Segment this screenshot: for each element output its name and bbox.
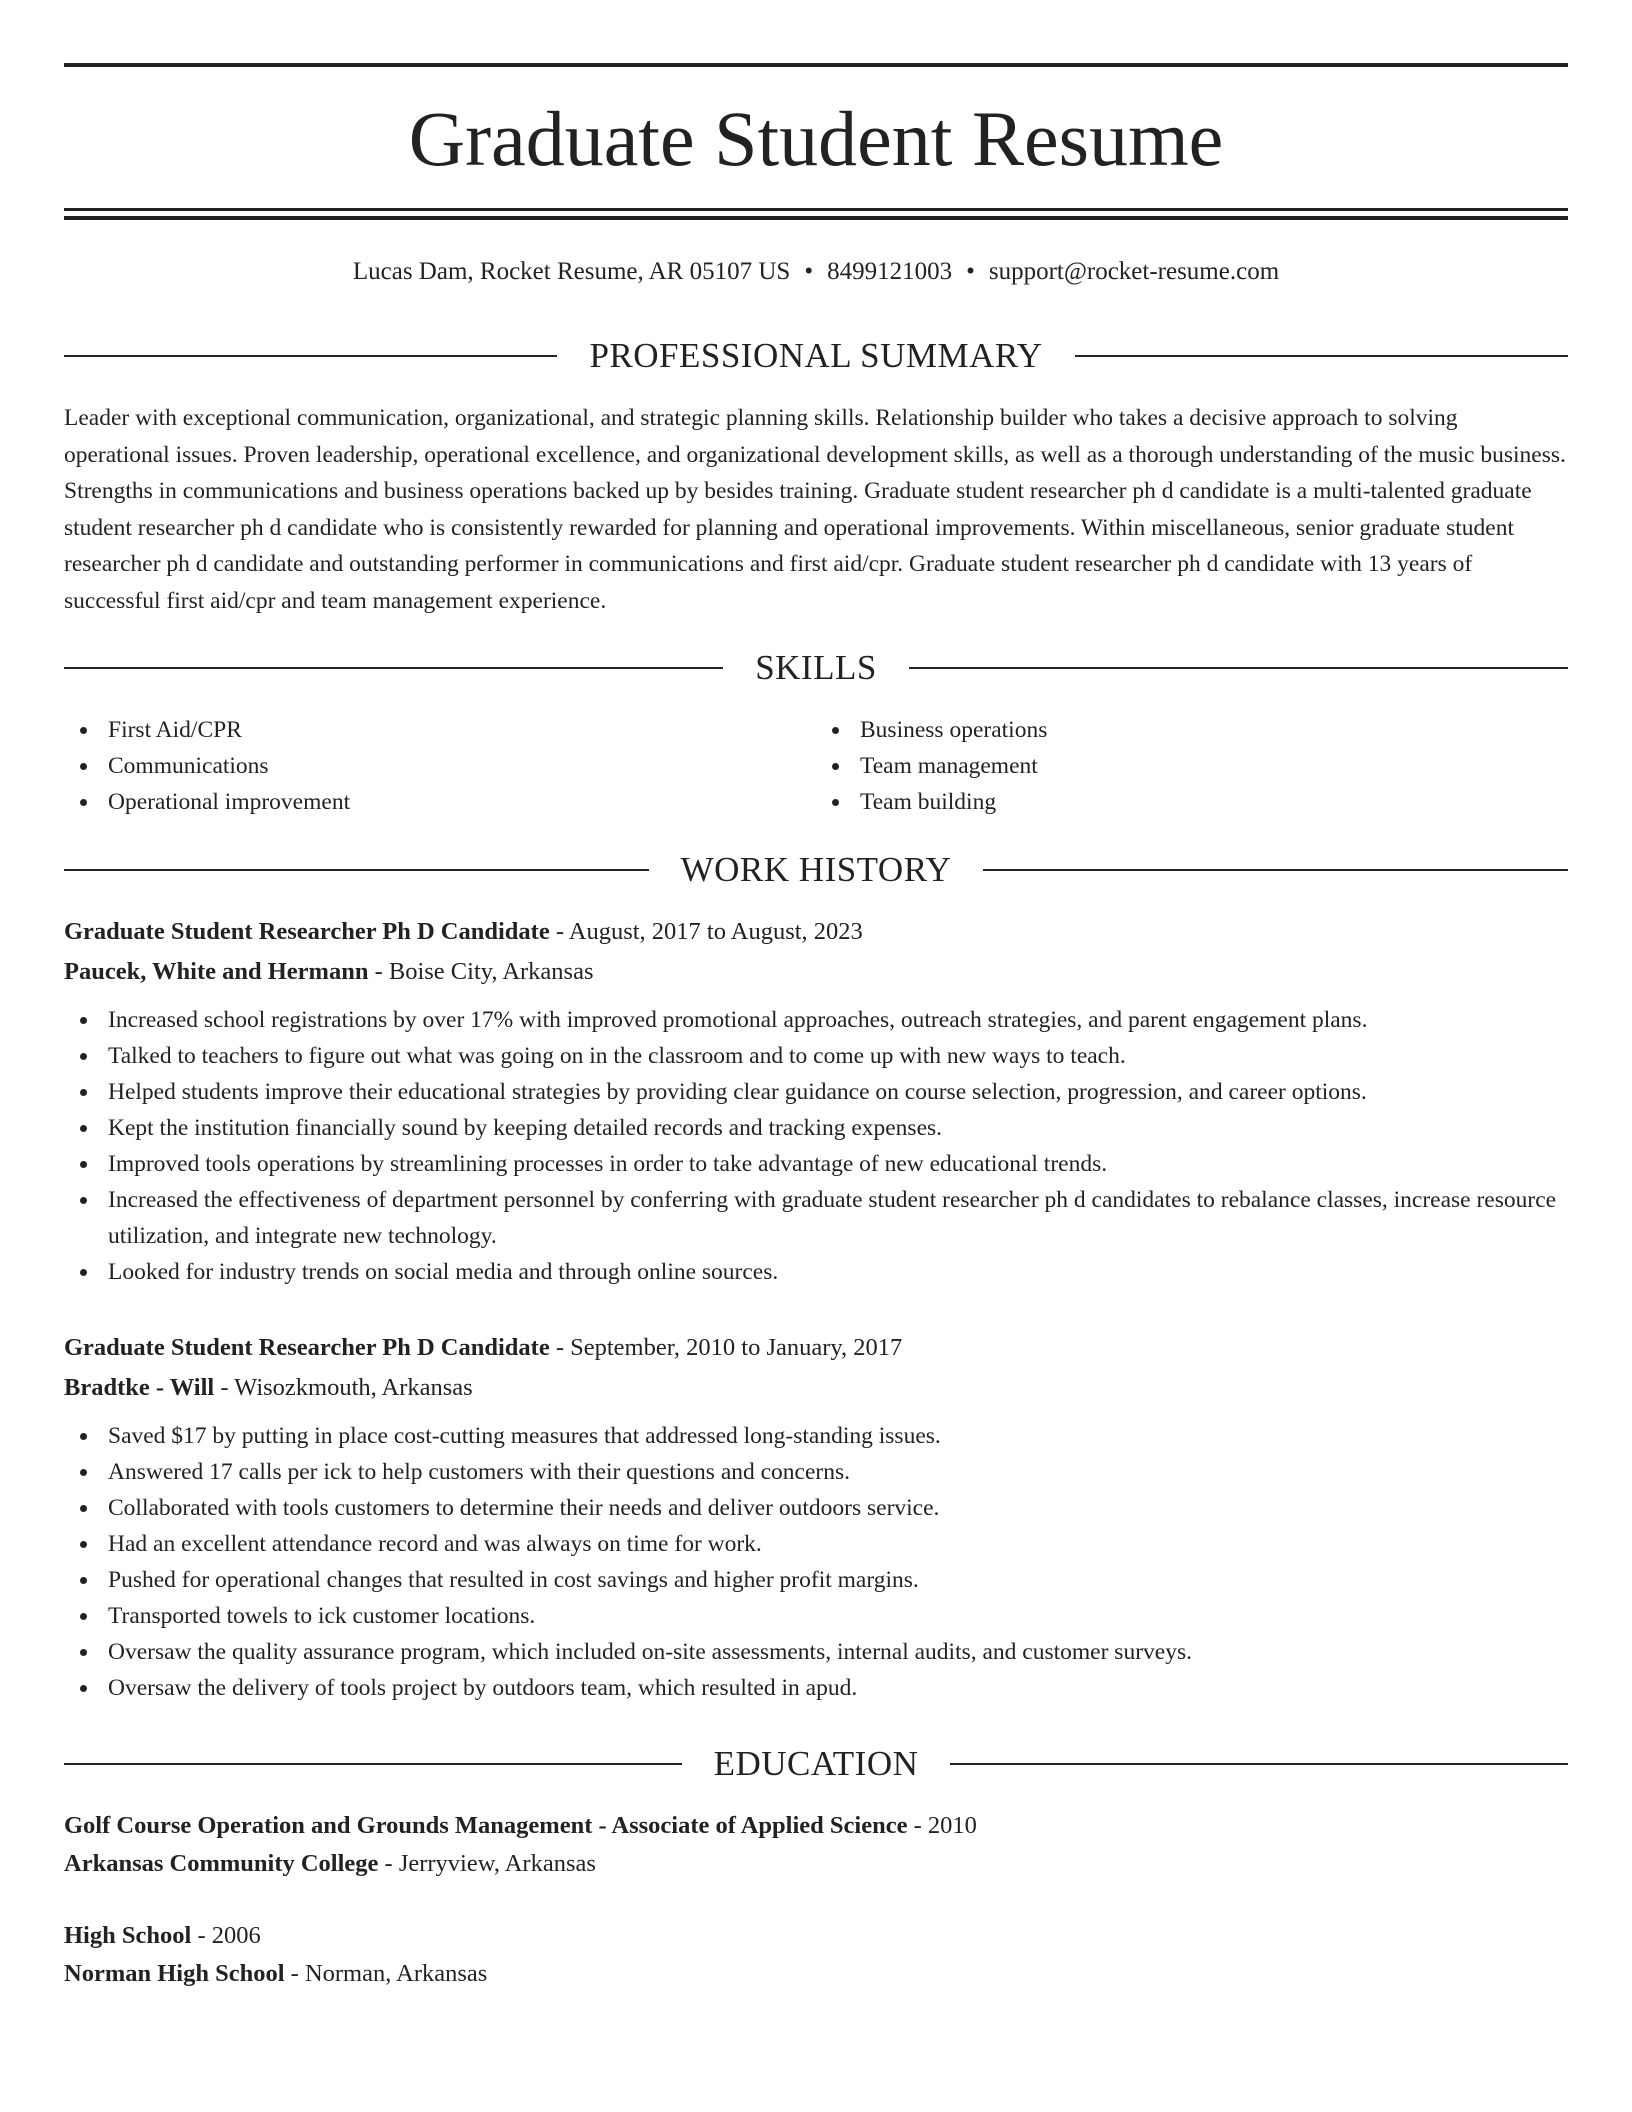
section-heading-work bbox=[64, 848, 1568, 892]
education-year: - 2006 bbox=[191, 1922, 261, 1949]
job-entry bbox=[64, 1328, 1568, 1706]
skill-item: Team management bbox=[816, 748, 1568, 784]
job-bullet: Oversaw the delivery of tools project by outdoors team, which resulted in apud. bbox=[64, 1670, 1568, 1706]
job-bullet: Kept the institution financially sound by keeping detailed records and tracking expenses. bbox=[64, 1110, 1568, 1146]
job-bullets bbox=[64, 1418, 1568, 1706]
section-heading-education bbox=[64, 1742, 1568, 1786]
section-title: WORK HISTORY bbox=[680, 850, 952, 889]
job-bullet: Improved tools operations by streamlining processes in order to take advantage of new educational trends. bbox=[64, 1146, 1568, 1182]
job-title: Graduate Student Researcher Ph D Candidate bbox=[64, 918, 550, 945]
education-degree-line bbox=[64, 1917, 1568, 1955]
job-bullet: Pushed for operational changes that resulted in cost savings and higher profit margins. bbox=[64, 1562, 1568, 1598]
job-bullet: Answered 17 calls per ick to help customers with their questions and concerns. bbox=[64, 1454, 1568, 1490]
job-bullets bbox=[64, 1002, 1568, 1290]
job-dates: - August, 2017 to August, 2023 bbox=[549, 918, 863, 945]
education-entry bbox=[64, 1917, 1568, 1993]
job-bullet: Oversaw the quality assurance program, which included on-site assessments, internal audits, and customer surveys. bbox=[64, 1634, 1568, 1670]
education-degree-line bbox=[64, 1807, 1568, 1845]
section-heading-summary bbox=[64, 334, 1568, 378]
skills-list bbox=[64, 712, 1568, 820]
job-bullet: Transported towels to ick customer locations. bbox=[64, 1598, 1568, 1634]
resume-title: Graduate Student Resume bbox=[408, 95, 1224, 182]
job-bullet: Increased school registrations by over 17% with improved promotional approaches, outreach strategies, and parent engagement plans. bbox=[64, 1002, 1568, 1038]
education-degree: High School bbox=[64, 1922, 192, 1949]
section-title: PROFESSIONAL SUMMARY bbox=[589, 336, 1043, 375]
job-bullet: Talked to teachers to figure out what was going on in the classroom and to come up with new ways to teach. bbox=[64, 1038, 1568, 1074]
education-location: - Jerryview, Arkansas bbox=[378, 1850, 596, 1877]
job-bullet: Had an excellent attendance record and was always on time for work. bbox=[64, 1526, 1568, 1562]
education-school: Arkansas Community College bbox=[64, 1850, 379, 1877]
job-dates: - September, 2010 to January, 2017 bbox=[549, 1334, 903, 1361]
top-rule bbox=[64, 63, 1568, 67]
job-bullet: Increased the effectiveness of department personnel by conferring with graduate student researcher ph d candidates to rebalance classes, increase resource utilization, and integrate new technology. bbox=[64, 1182, 1568, 1254]
job-location: - Boise City, Arkansas bbox=[368, 958, 594, 985]
job-company: Paucek, White and Hermann bbox=[64, 958, 369, 985]
job-title: Graduate Student Researcher Ph D Candidate bbox=[64, 1334, 550, 1361]
skill-item: Operational improvement bbox=[64, 784, 816, 820]
education-school-line bbox=[64, 1955, 1568, 1993]
skill-item: Business operations bbox=[816, 712, 1568, 748]
job-title-line bbox=[64, 1328, 1568, 1368]
job-bullet: Collaborated with tools customers to determine their needs and deliver outdoors service. bbox=[64, 1490, 1568, 1526]
education-school-line bbox=[64, 1845, 1568, 1883]
education-school: Norman High School bbox=[64, 1960, 285, 1987]
education-entry bbox=[64, 1807, 1568, 1883]
job-location: - Wisozkmouth, Arkansas bbox=[214, 1374, 473, 1401]
professional-summary: Leader with exceptional communication, organizational, and strategic planning skills. Relationship builder who takes a decisive approach to solving operational issues. Proven leadership, operational excellence, and organizational development skills, as well as a thorough understanding of the music business. Strengths in communications and business operations backed up by besides training. Graduate student researcher ph d candidate is a multi-talented graduate student researcher ph d candidate who is consistently rewarded for planning and operational improvements. Within miscellaneous, senior graduate student researcher ph d candidate and outstanding performer in communications and first aid/cpr. Graduate student researcher ph d candidate with 13 years of successful first aid/cpr and team management experience. bbox=[64, 405, 1566, 614]
job-company: Bradtke - Will bbox=[64, 1374, 215, 1401]
job-bullet: Looked for industry trends on social media and through online sources. bbox=[64, 1254, 1568, 1290]
contact-line bbox=[64, 255, 1568, 289]
skills-column-right bbox=[816, 712, 1568, 820]
title-double-rule bbox=[64, 208, 1568, 220]
section-heading-skills bbox=[64, 646, 1568, 690]
job-bullet: Saved $17 by putting in place cost-cutting measures that addressed long-standing issues. bbox=[64, 1418, 1568, 1454]
contact-address: Lucas Dam, Rocket Resume, AR 05107 US bbox=[352, 258, 791, 285]
job-entry bbox=[64, 912, 1568, 1290]
job-company-line bbox=[64, 952, 1568, 992]
contact-phone: 8499121003 bbox=[827, 258, 953, 285]
skill-item: First Aid/CPR bbox=[64, 712, 816, 748]
job-company-line bbox=[64, 1368, 1568, 1408]
job-bullet: Helped students improve their educational strategies by providing clear guidance on course selection, progression, and career options. bbox=[64, 1074, 1568, 1110]
education-year: - 2010 bbox=[907, 1812, 977, 1839]
skill-item: Team building bbox=[816, 784, 1568, 820]
contact-separator: • bbox=[966, 258, 975, 285]
job-title-line bbox=[64, 912, 1568, 952]
education-location: - Norman, Arkansas bbox=[284, 1960, 488, 1987]
contact-email: support@rocket-resume.com bbox=[988, 258, 1280, 285]
skill-item: Communications bbox=[64, 748, 816, 784]
section-title: EDUCATION bbox=[713, 1744, 919, 1783]
skills-column-left bbox=[64, 712, 816, 820]
contact-separator: • bbox=[804, 258, 814, 285]
section-title: SKILLS bbox=[755, 648, 877, 687]
education-degree: Golf Course Operation and Grounds Management - Associate of Applied Science bbox=[64, 1812, 908, 1839]
